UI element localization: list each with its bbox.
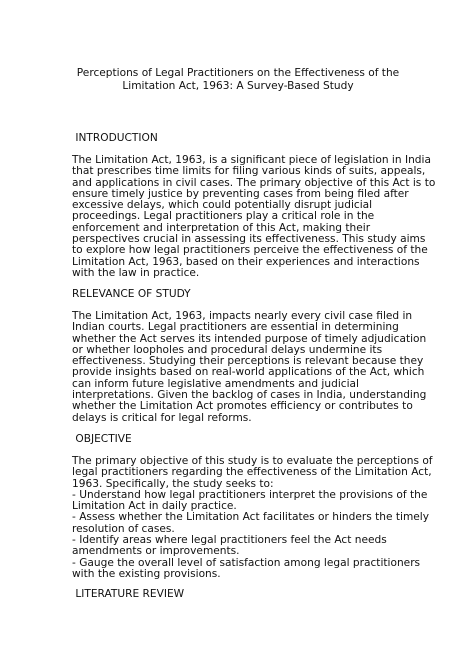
- list-item: - Gauge the overall level of satisfaction among legal practitioners: [72, 556, 421, 569]
- list-item: - Understand how legal practitioners interpret the provisions of the: [72, 488, 428, 501]
- paragraph-line: whether the Limitation Act promotes efficiency or contributes to: [72, 400, 413, 413]
- title-line: Limitation Act, 1963: A Survey-Based Study: [122, 80, 354, 93]
- paragraph-line: perspectives crucial in assessing its effectiveness. This study aims: [72, 233, 426, 246]
- paragraph-line: to explore how legal practitioners perceive the effectiveness of the: [72, 244, 428, 257]
- section-heading-literature-review: LITERATURE REVIEW: [72, 588, 185, 600]
- paragraph-line: can inform future legislative amendments and judicial: [72, 377, 359, 390]
- objective-paragraph: [72, 455, 433, 580]
- paragraph-line: Limitation Act in daily practice.: [72, 500, 237, 513]
- list-item: - Identify areas where legal practitioners feel the Act needs: [72, 534, 387, 547]
- paragraph-line: and applications in civil cases. The primary objective of this Act is to: [72, 176, 436, 189]
- introduction-paragraph: [72, 154, 436, 279]
- paragraph-line: The Limitation Act, 1963, impacts nearly every civil case filed in: [72, 310, 413, 322]
- paragraph-line: legal practitioners regarding the effectiveness of the Limitation Act,: [72, 466, 432, 479]
- paragraph-line: effectiveness. Studying their perceptions is relevant because they: [72, 355, 424, 368]
- paragraph-line: with the law in practice.: [72, 266, 200, 279]
- paragraph-line: Limitation Act, 1963, based on their experiences and interactions: [72, 255, 420, 268]
- title-line: Perceptions of Legal Practitioners on the Effectiveness of the: [76, 67, 400, 79]
- paragraph-line: delays is critical for legal reforms.: [72, 411, 252, 424]
- section-heading-objective: OBJECTIVE: [72, 433, 132, 445]
- section-heading-relevance: RELEVANCE OF STUDY: [72, 288, 191, 300]
- paragraph-line: Indian courts. Legal practitioners are essential in determining: [72, 321, 399, 334]
- paragraph-line: whether the Act serves its intended purpose of timely adjudication: [72, 332, 427, 345]
- paragraph-line: enforcement and interpretation of this Act, making their: [72, 221, 371, 234]
- paragraph-line: resolution of cases.: [72, 522, 175, 535]
- paragraph-line: The primary objective of this study is to evaluate the perceptions of: [72, 455, 433, 467]
- paragraph-line: ensure timely justice by preventing cases from being filed after: [72, 187, 409, 200]
- paragraph-line: proceedings. Legal practitioners play a critical role in the: [72, 210, 375, 223]
- paragraph-line: interpretations. Given the backlog of cases in India, understanding: [72, 389, 427, 402]
- section-heading-introduction: INTRODUCTION: [72, 132, 158, 144]
- paragraph-line: that prescribes time limits for filing various kinds of suits, appeals,: [72, 165, 426, 178]
- paragraph-line: with the existing provisions.: [72, 567, 221, 580]
- paragraph-line: 1963. Specifically, the study seeks to:: [72, 477, 274, 490]
- paragraph-line: provide insights based on real-world applications of the Act, which: [72, 366, 425, 379]
- paragraph-line: excessive delays, which could potentially disrupt judicial: [72, 199, 373, 212]
- paragraph-line: or whether loopholes and procedural delays undermine its: [72, 343, 383, 356]
- document-title: [72, 67, 404, 93]
- relevance-paragraph: [72, 310, 427, 424]
- list-item: - Assess whether the Limitation Act facilitates or hinders the timely: [72, 511, 430, 524]
- paragraph-line: The Limitation Act, 1963, is a significant piece of legislation in India: [72, 154, 431, 166]
- paragraph-line: amendments or improvements.: [72, 545, 240, 558]
